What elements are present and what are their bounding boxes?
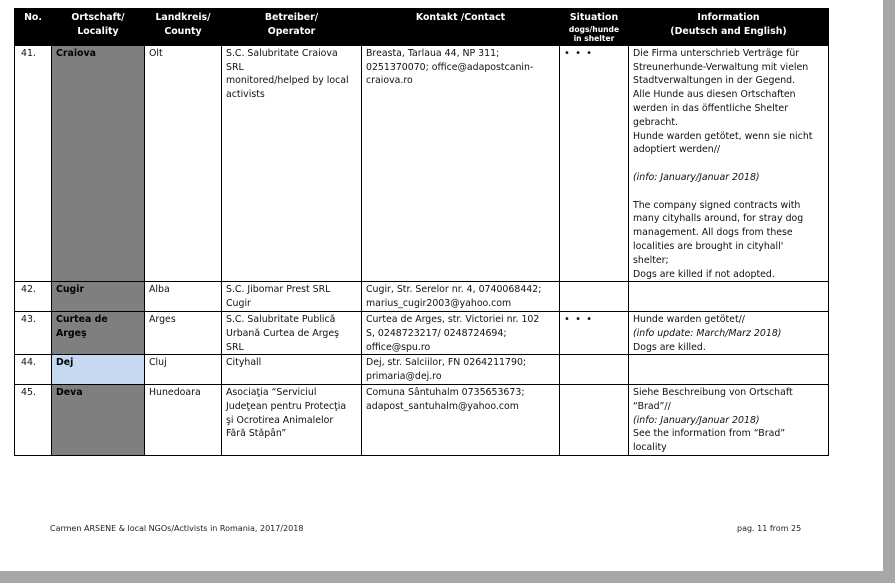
row-info (629, 355, 829, 385)
header-contact: Kontakt /Contact (362, 9, 560, 46)
row-number: 43. (15, 311, 52, 354)
header-county: Landkreis/ County (145, 9, 222, 46)
row-county: Cluj (145, 355, 222, 385)
row-locality: Cugir (52, 282, 145, 312)
row-info (629, 282, 829, 312)
header-information: Information (Deutsch and English) (629, 9, 829, 46)
row-contact: Comuna Sântuhalm 0735653673; adapost_santuhalm@yahoo.com (362, 384, 560, 455)
row-county: Hunedoara (145, 384, 222, 455)
row-locality: Dej (52, 355, 145, 385)
row-situation (560, 282, 629, 312)
shelter-table (14, 8, 829, 456)
row-contact: Dej, str. Salciilor, FN 0264211790; primaria@dej.ro (362, 355, 560, 385)
row-county: Alba (145, 282, 222, 312)
row-county: Olt (145, 45, 222, 282)
row-contact: Cugir, Str. Serelor nr. 4, 0740068442; marius_cugir2003@yahoo.com (362, 282, 560, 312)
table-row (15, 355, 829, 385)
row-contact: Curtea de Arges, str. Victoriei nr. 102 S, 0248723217/ 0248724694; office@spu.ro (362, 311, 560, 354)
row-locality: Deva (52, 384, 145, 455)
page-shadow-right (883, 0, 895, 583)
row-locality: Craiova (52, 45, 145, 282)
row-situation (560, 384, 629, 455)
row-operator: S.C. Salubritate Craiova SRL monitored/helped by local activists (222, 45, 362, 282)
row-contact: Breasta, Tarlaua 44, NP 311; 0251370070; office@adapostcanin- craiova.ro (362, 45, 560, 282)
table-row (15, 282, 829, 312)
row-locality: Curtea de Argeş (52, 311, 145, 354)
table-row (15, 45, 829, 282)
row-number: 45. (15, 384, 52, 455)
row-operator: S.C. Salubritate Publică Urbană Curtea de Argeş SRL (222, 311, 362, 354)
row-situation (560, 355, 629, 385)
row-county: Arges (145, 311, 222, 354)
table-header-row (15, 9, 829, 46)
row-info: Siehe Beschreibung von Ortschaft “Brad”// (info: January/Januar 2018) See the information from “Brad” locality (629, 384, 829, 455)
row-info: Hunde warden getötet// (info update: March/Marz 2018) Dogs are killed. (629, 311, 829, 354)
row-info: Die Firma unterschrieb Verträge für Streunerhunde-Verwaltung mit vielen Stadtverwaltungen in der Gegend. Alle Hunde aus diesen Ortschaften werden in das öffentliche Shelter gebracht. Hunde warden getötet, wenn sie nicht adoptiert werden// (info: January/Januar 2018) The company signed contracts with many cityhalls around, for stray dog management. All dogs from these localities are brought in cityhall' shelter; Dogs are killed if not adopted. (629, 45, 829, 282)
header-locality: Ortschaft/ Locality (52, 9, 145, 46)
row-operator: Cityhall (222, 355, 362, 385)
row-number: 42. (15, 282, 52, 312)
footer-author: Carmen ARSENE & local NGOs/Activists in Romania, 2017/2018 (50, 524, 304, 533)
row-situation: • • • (560, 45, 629, 282)
page-shadow-bottom (0, 571, 895, 583)
row-operator: S.C. Jibomar Prest SRL Cugir (222, 282, 362, 312)
table-row (15, 311, 829, 354)
header-operator: Betreiber/ Operator (222, 9, 362, 46)
row-situation: • • • (560, 311, 629, 354)
table-row (15, 384, 829, 455)
row-operator: Asociaţia “Serviciul Judeţean pentru Protecţia şi Ocrotirea Animalelor Fără Stăpân” (222, 384, 362, 455)
row-number: 44. (15, 355, 52, 385)
footer-page-number: pag. 11 from 25 (737, 524, 802, 533)
header-situation: Situation dogs/hunde in shelter (560, 9, 629, 46)
row-number: 41. (15, 45, 52, 282)
header-no: No. (15, 9, 52, 46)
